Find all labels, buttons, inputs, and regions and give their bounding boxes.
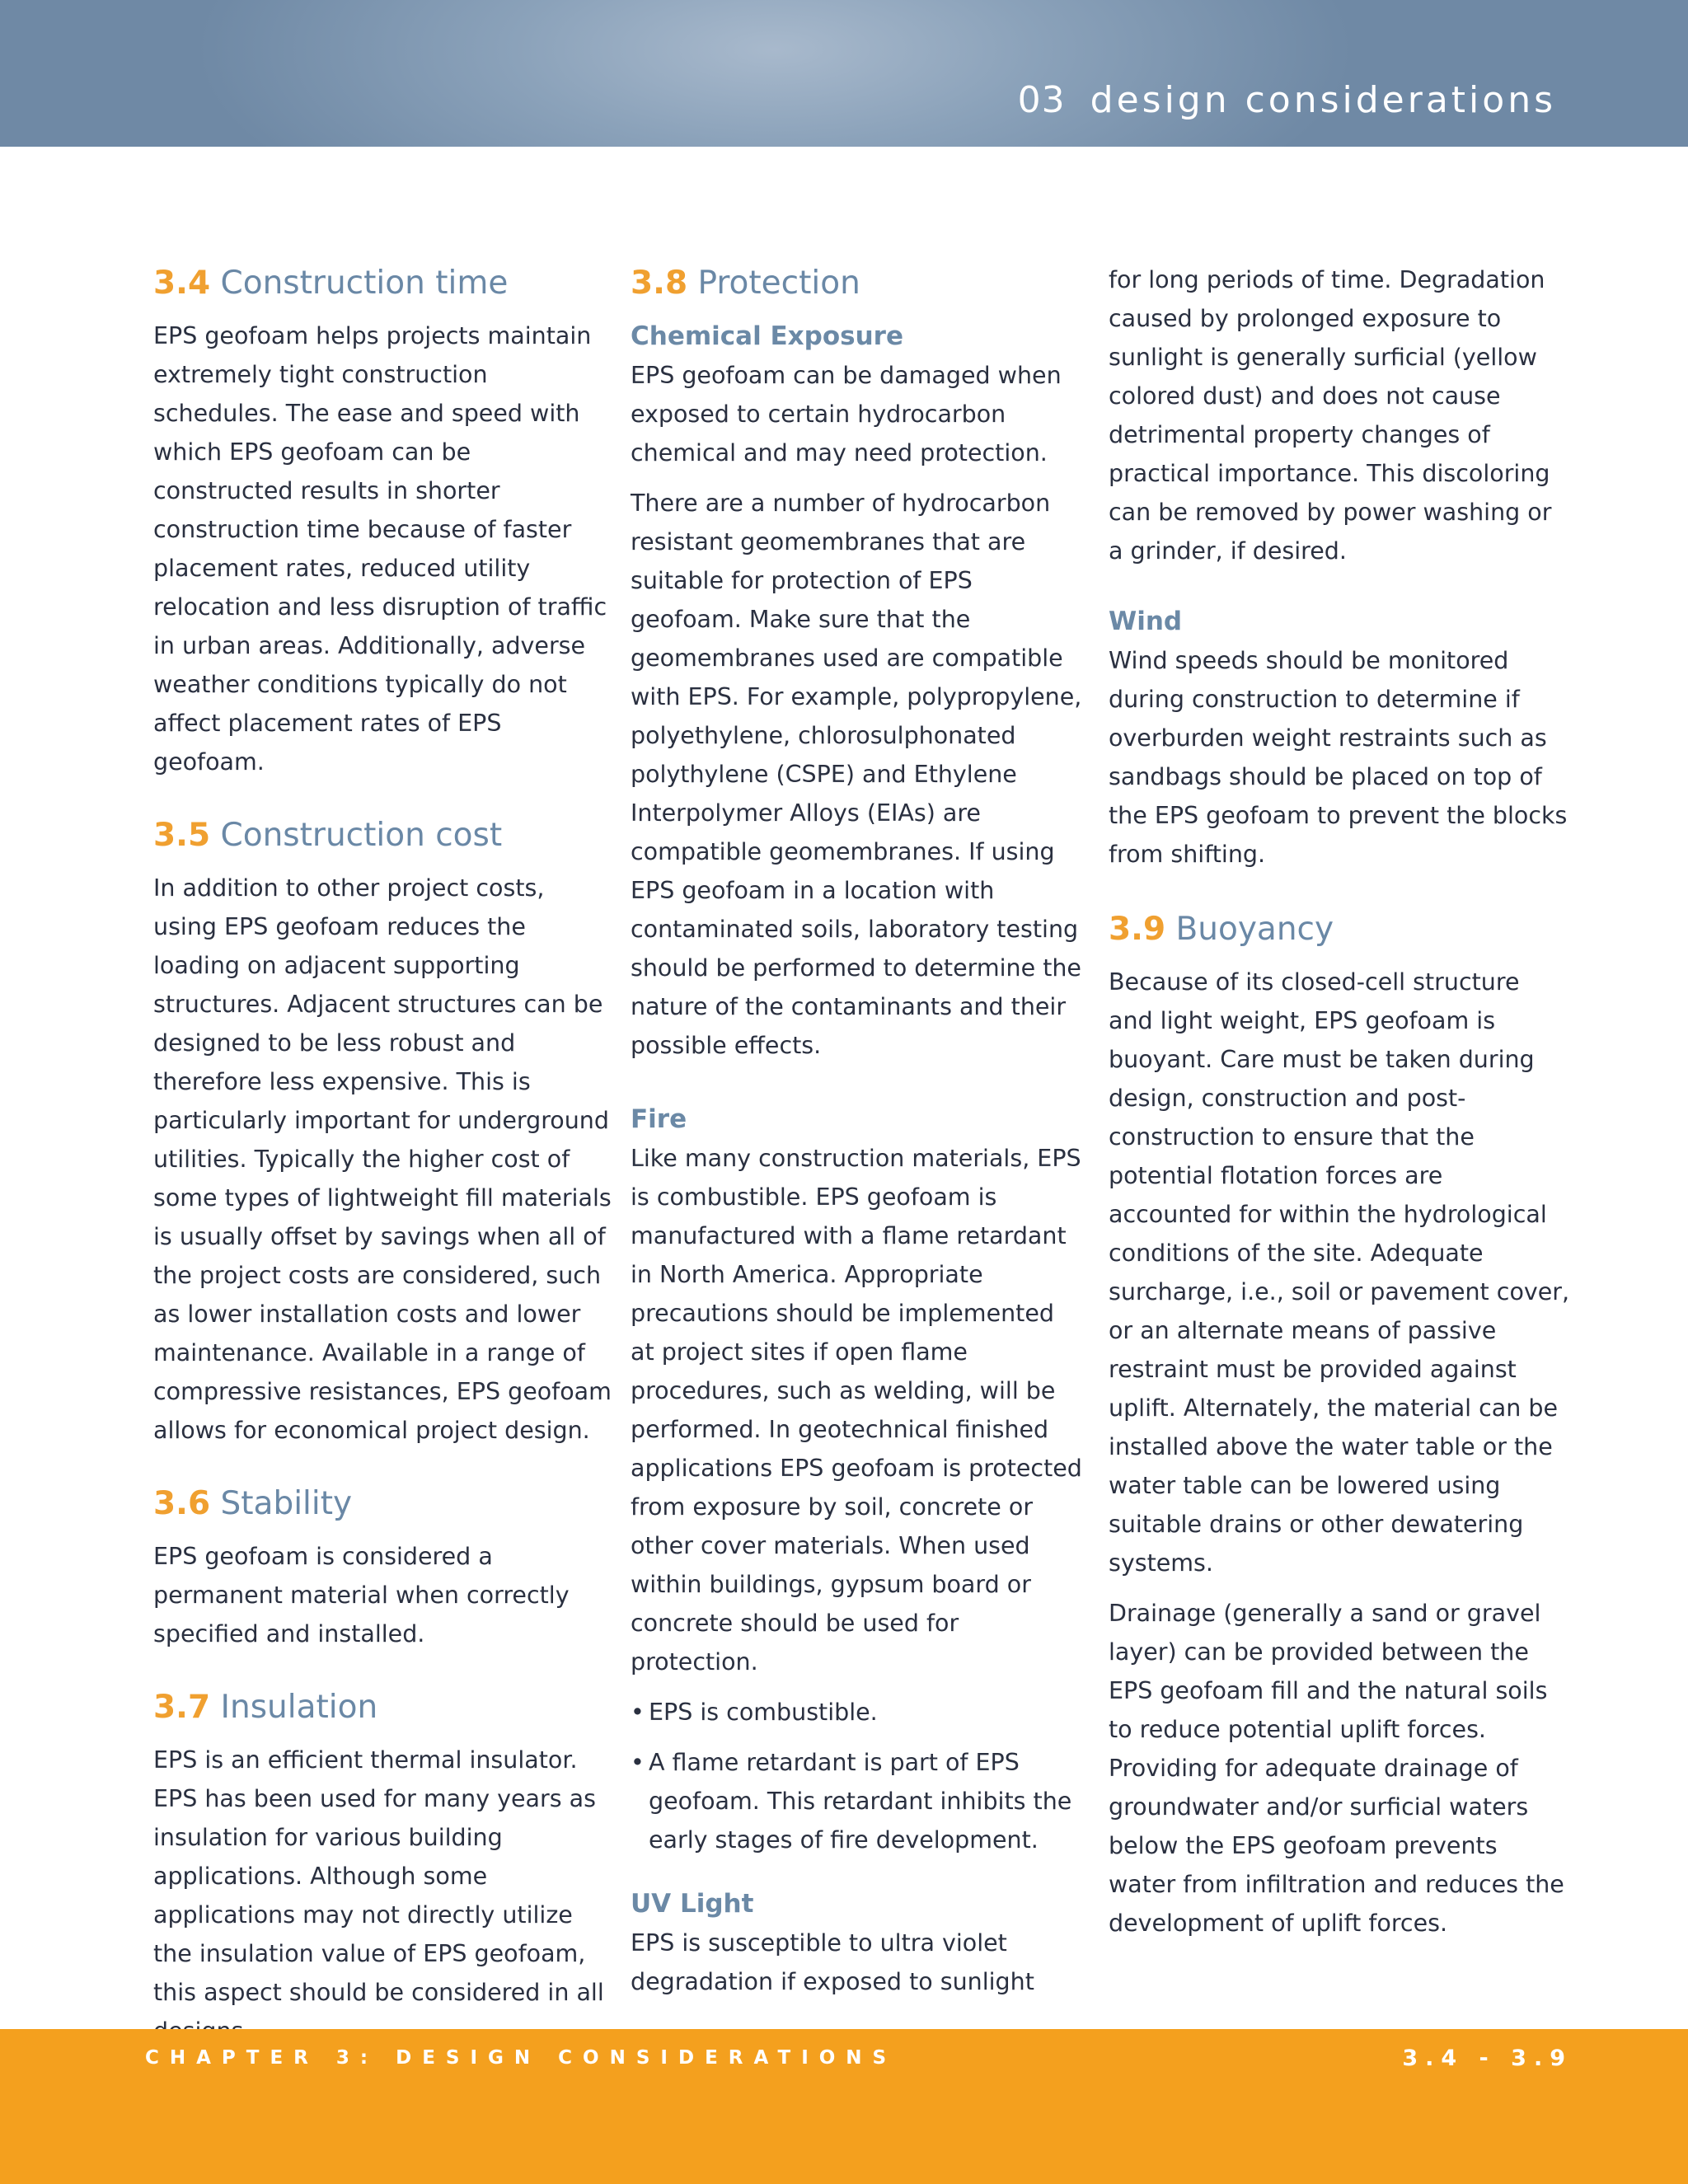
section-3-6 bbox=[153, 1483, 615, 1653]
bullet-icon: • bbox=[631, 1699, 645, 1726]
footer-page-range: 3.4 - 3.9 bbox=[1402, 2046, 1573, 2071]
subheading-uv-light: UV Light bbox=[631, 1889, 754, 1919]
section-3-4 bbox=[153, 262, 615, 781]
section-heading bbox=[153, 814, 615, 857]
fire-bullet-list bbox=[631, 1693, 1084, 1859]
column-left bbox=[153, 262, 615, 2083]
section-number: 3.8 bbox=[631, 265, 688, 302]
bullet-text: A flame retardant is part of EPS geofoam. This retardant inhibits the early stages of fire development. bbox=[649, 1749, 1072, 1854]
section-heading bbox=[1109, 908, 1570, 951]
page-footer bbox=[0, 2029, 1688, 2184]
uv-paragraph-continued: for long periods of time. Degradation caused by prolonged exposure to sunlight is generally surficial (yellow colored dust) and does not cause detrimental property changes of practical importance. This discoloring can be removed by power washing or a grinder, if desired. bbox=[1109, 266, 1552, 565]
list-item bbox=[631, 1743, 1084, 1859]
section-title-text: Construction cost bbox=[220, 817, 503, 854]
section-number: 3.6 bbox=[153, 1485, 211, 1522]
list-item bbox=[631, 1693, 1084, 1732]
chemical-paragraph-2: There are a number of hydrocarbon resistant geomembranes that are suitable for protection of EPS geofoam. Make sure that the geomembranes used are compatible with EPS. For example, polypropylene, polyethylene, chlorosulphonated polythylene (CSPE) and Ethylene Interpolymer Alloys (EIAs) are compatible geomembranes. If using EPS geofoam in a location with contaminated soils, laboratory testing should be performed to determine the nature of the contaminants and their possible effects. bbox=[631, 490, 1082, 1059]
section-number: 3.5 bbox=[153, 817, 211, 854]
bullet-text: EPS is combustible. bbox=[649, 1699, 878, 1726]
chemical-paragraph-1: EPS geofoam can be damaged when exposed to certain hydrocarbon chemical and may need protection. bbox=[631, 362, 1062, 466]
section-title-text: Buoyancy bbox=[1175, 911, 1334, 948]
chapter-name: design considerations bbox=[1090, 79, 1556, 121]
section-title-text: Insulation bbox=[220, 1689, 378, 1726]
chapter-title bbox=[1018, 79, 1556, 121]
footer-chapter-label: CHAPTER 3: DESIGN CONSIDERATIONS bbox=[145, 2047, 898, 2069]
section-body: EPS geofoam helps projects maintain extremely tight construction schedules. The ease and speed with which EPS geofoam can be constructed results in shorter construction time because of faster placement rates, reduced utility relocation and less disruption of traffic in urban areas. Additionally, adverse weather conditions typically do not affect placement rates of EPS geofoam. bbox=[153, 322, 607, 776]
fire-paragraph: Like many construction materials, EPS is combustible. EPS geofoam is manufactured with a flame retardant in North America. Appropriate precautions should be implemented at project sites if open flame procedures, such as welding, will be performed. In geotechnical finished applications EPS geofoam is protected from exposure by soil, concrete or other cover materials. When used within buildings, gypsum board or concrete should be used for protection. bbox=[631, 1145, 1082, 1675]
section-number: 3.4 bbox=[153, 265, 211, 302]
section-heading bbox=[153, 262, 615, 305]
buoyancy-paragraph-2: Drainage (generally a sand or gravel layer) can be provided between the EPS geofoam fill and the natural soils to reduce potential uplift forces. Providing for adequate drainage of groundwater and/or surficial waters below the EPS geofoam prevents water from infiltration and reduces the development of uplift forces. bbox=[1109, 1600, 1564, 1937]
subheading-chemical-exposure: Chemical Exposure bbox=[631, 321, 903, 351]
column-middle bbox=[631, 262, 1084, 2001]
buoyancy-paragraph-1: Because of its closed-cell structure and light weight, EPS geofoam is buoyant. Care must be taken during design, construction and post-construction to ensure that the potential flotation forces are accounted for within the hydrological conditions of the site. Adequate surcharge, i.e., soil or pavement cover, or an alternate means of passive restraint must be provided against uplift. Alternately, the material can be installed above the water table or the water table can be lowered using suitable drains or other dewatering systems. bbox=[1109, 968, 1570, 1577]
section-body: In addition to other project costs, using EPS geofoam reduces the loading on adjacent supporting structures. Adjacent structures can be designed to be less robust and therefore less expensive. This is particularly important for underground utilities. Typically the higher cost of some types of lightweight fill materials is usually offset by savings when all of the project costs are considered, such as lower installation costs and lower maintenance. Available in a range of compressive resistances, EPS geofoam allows for economical project design. bbox=[153, 874, 612, 1444]
section-3-5 bbox=[153, 814, 615, 1450]
section-number: 3.7 bbox=[153, 1689, 211, 1726]
section-title-text: Construction time bbox=[220, 265, 509, 302]
subheading-wind: Wind bbox=[1109, 607, 1183, 636]
section-body: EPS is an efficient thermal insulator. EPS has been used for many years as insulation for various building applications. Although some applications may not directly utilize the insulation value of EPS geofoam, this aspect should be considered in all bbox=[153, 1746, 604, 2006]
chapter-number: 03 bbox=[1017, 79, 1066, 121]
section-number: 3.9 bbox=[1109, 911, 1166, 948]
section-heading bbox=[153, 1686, 615, 1729]
section-heading bbox=[153, 1483, 615, 1526]
column-right bbox=[1109, 260, 1570, 1943]
bullet-icon: • bbox=[631, 1749, 645, 1776]
section-title-text: Protection bbox=[697, 265, 860, 302]
section-3-7 bbox=[153, 1686, 615, 2050]
page-header bbox=[0, 0, 1688, 147]
uv-paragraph-start: EPS is susceptible to ultra violet degradation if exposed to sunlight bbox=[631, 1929, 1034, 1995]
section-body: EPS geofoam is considered a permanent material when correctly specified and installed. bbox=[153, 1543, 570, 1647]
section-title-text: Stability bbox=[220, 1485, 353, 1522]
section-heading bbox=[631, 262, 1084, 305]
subheading-fire: Fire bbox=[631, 1104, 687, 1134]
wind-paragraph: Wind speeds should be monitored during construction to determine if overburden weight restraints such as sandbags should be placed on top of the EPS geofoam to prevent the blocks from shifting. bbox=[1109, 647, 1568, 868]
